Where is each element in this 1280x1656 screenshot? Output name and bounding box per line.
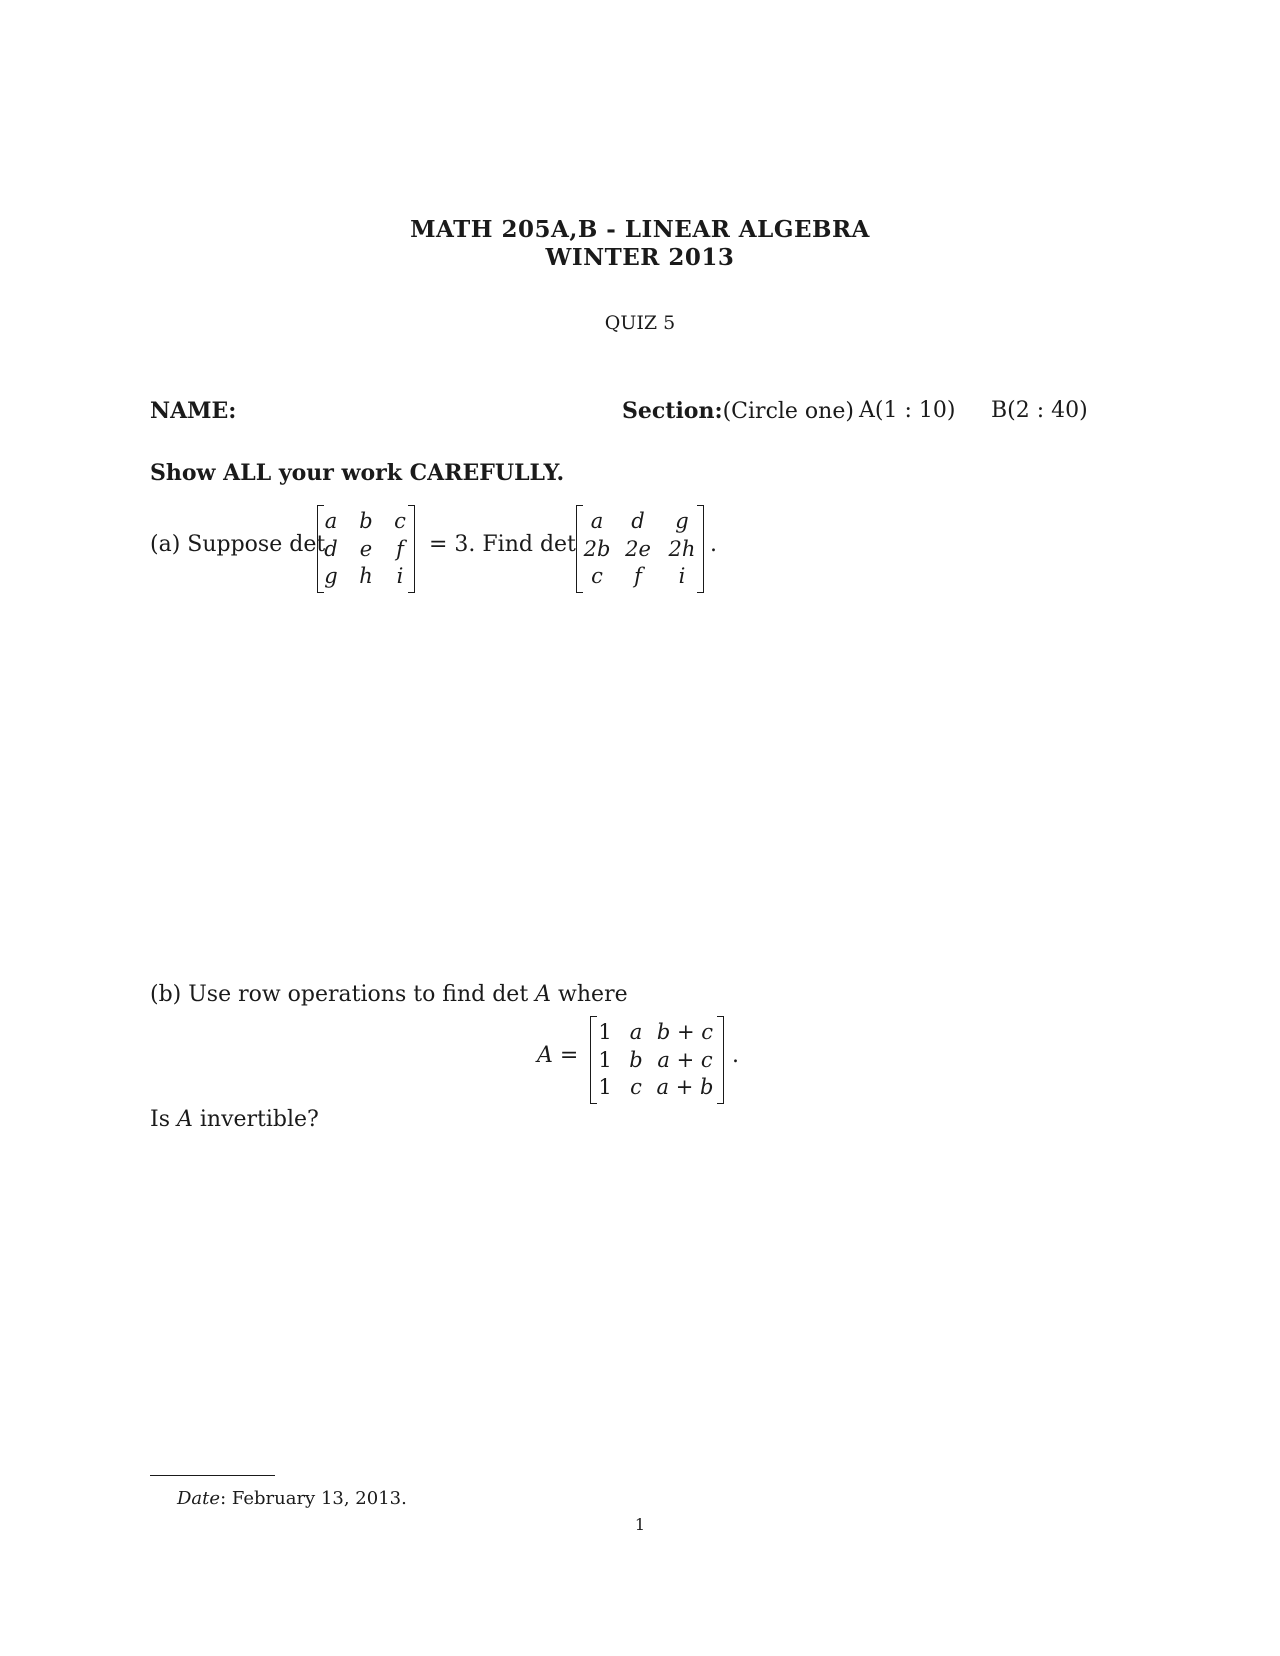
part-a-matrix-target	[576, 505, 704, 593]
matrix-cell: 2e	[625, 537, 651, 561]
instructions: Show ALL your work CAREFULLY.	[150, 460, 565, 486]
matrix-cell: g	[324, 564, 338, 588]
matrix-cell: 1	[598, 1020, 612, 1044]
matrix-cell: d	[631, 509, 645, 533]
matrix-cell: d	[324, 537, 338, 561]
part-a-prefix: (a) Suppose det	[150, 532, 326, 557]
matrix-cell: b	[629, 1048, 643, 1072]
matrix-cell: a + b	[656, 1075, 714, 1099]
matrix-cell: 1	[598, 1048, 612, 1072]
question-suffix: invertible?	[192, 1107, 319, 1132]
part-b-lhs: A =	[537, 1043, 579, 1068]
matrix-cell: 2h	[668, 537, 696, 561]
matrix-cell: e	[359, 537, 373, 561]
part-b-prompt-suffix: where	[551, 982, 628, 1007]
part-a-period: .	[710, 532, 717, 557]
section-row	[622, 398, 854, 424]
matrix-cell: f	[396, 537, 404, 561]
footnote-date	[177, 1488, 407, 1509]
part-b-prompt-var: A	[535, 982, 552, 1007]
matrix-cell: f	[634, 564, 642, 588]
section-option-b: B(2 : 40)	[991, 398, 1088, 423]
matrix-cell: a	[590, 509, 604, 533]
matrix-cell: 1	[598, 1075, 612, 1099]
date-value: : February 13, 2013.	[220, 1488, 407, 1509]
section-option-a: A(1 : 10)	[859, 398, 956, 423]
name-label: NAME:	[150, 398, 237, 424]
matrix-cell: h	[359, 564, 373, 588]
page-number: 1	[634, 1515, 646, 1534]
part-b-question	[150, 1107, 319, 1132]
matrix-cell: b + c	[656, 1020, 714, 1044]
matrix-cell: b	[359, 509, 373, 533]
part-b-prompt-prefix: (b) Use row operations to find det	[150, 982, 536, 1007]
title-line-2: WINTER 2013	[545, 244, 735, 271]
matrix-cell: c	[394, 509, 406, 533]
footnote-rule	[150, 1475, 275, 1476]
matrix-cell: i	[396, 564, 404, 588]
quiz-label: QUIZ 5	[604, 312, 676, 334]
part-b-prompt	[150, 982, 628, 1007]
matrix-cell: c	[630, 1075, 642, 1099]
matrix-cell: g	[675, 509, 689, 533]
matrix-cell: i	[678, 564, 686, 588]
part-b-period: .	[732, 1043, 739, 1068]
part-b-matrix	[590, 1016, 724, 1104]
title-line-1: MATH 205A,B - LINEAR ALGEBRA	[410, 216, 870, 243]
matrix-cell: a	[629, 1020, 643, 1044]
part-a-matrix-given	[317, 505, 415, 593]
date-label: Date	[177, 1488, 221, 1509]
part-a-equals: = 3. Find det	[429, 532, 576, 557]
question-var: A	[176, 1107, 193, 1132]
question-prefix: Is	[150, 1107, 177, 1132]
matrix-cell: a + c	[657, 1048, 713, 1072]
section-label: Section:	[622, 398, 723, 424]
matrix-cell: a	[324, 509, 338, 533]
matrix-cell: 2b	[583, 537, 611, 561]
matrix-cell: c	[591, 564, 603, 588]
section-hint: (Circle one)	[722, 399, 854, 424]
